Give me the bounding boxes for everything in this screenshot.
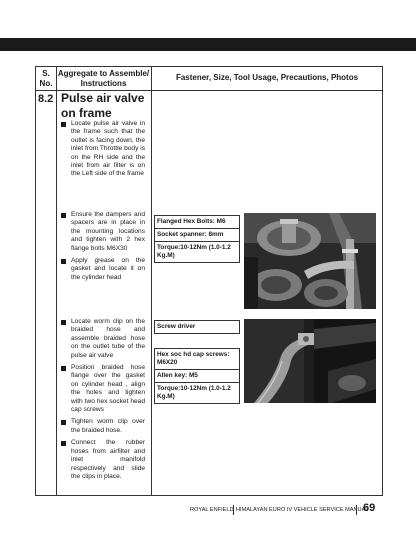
col-divider-2 — [151, 67, 152, 495]
bullet-square — [61, 366, 66, 371]
step-item: Tighten worm clip over the braided hose. — [61, 418, 145, 435]
step-item: Connect the rubber hoses from airfilter and inlet manifold respectively and slide the clips in place. — [61, 439, 145, 481]
tool-spec: Screw driver — [157, 323, 196, 330]
torque-spec: Torque:10-12Nm (1.0-1.2 Kg.M) — [155, 382, 239, 403]
bullet-square — [61, 213, 66, 218]
step-item: Locate pulse air valve in the frame such that the outlet is facing down, the inlet from Throttle body is on the RH side and the inlet from air filter is on the Left side of the frame — [61, 120, 145, 179]
bullet-square — [61, 320, 66, 325]
fastener-spec: Flanged Hex Bolts: M6 — [157, 218, 226, 225]
pulse-air-valve-photo — [244, 213, 376, 309]
tool-spec: Allen key: M5 — [155, 369, 239, 382]
fastener-spec: Hex soc hd cap screws: M6X20 — [157, 351, 230, 366]
header-fasteners: Fastener, Size, Tool Usage, Precautions, Photos — [175, 73, 359, 82]
torque-spec: Torque:10-12Nm (1.0-1.2 Kg.M) — [155, 241, 239, 262]
tool-box-2 — [154, 320, 240, 334]
section-title: Pulse air valve on frame — [61, 91, 145, 120]
instruction-table — [35, 66, 383, 496]
step-item: Ensure the dampers and spacers are in place in the mounting locations and tighten with 2 hex flange bolts M6X30 — [61, 211, 145, 253]
section-number: 8.2 — [38, 93, 54, 105]
step-item: Position braided hose flange over the gasket on cylinder head , align the holes and tighten with two hex socket head cap screws — [61, 364, 145, 414]
top-band — [0, 38, 416, 51]
tool-spec: Socket spanner: 8mm — [155, 228, 239, 241]
bullet-square — [61, 122, 66, 127]
bullet-square — [61, 441, 66, 446]
fastener-box-3 — [154, 348, 240, 404]
step-item: Apply grease on the gasket and locate it on the cylinder head — [61, 257, 145, 282]
steps-group-2 — [61, 211, 145, 286]
header-instructions: Aggregate to Assemble/ Instructions — [57, 69, 150, 88]
braided-hose-photo — [244, 319, 376, 403]
steps-group-3 — [61, 318, 145, 485]
fastener-box-1 — [154, 215, 240, 263]
bullet-square — [61, 420, 66, 425]
footer-separator — [356, 505, 357, 515]
step-item: Locate worm clip on the braided hose and assemble braided hose on the outlet tube of the pulse air valve — [61, 318, 145, 360]
footer-separator — [233, 505, 234, 515]
header-sno: S. No. — [39, 69, 53, 88]
col-divider-1 — [56, 67, 57, 495]
footer-manual-title: HIMALAYAN EURO IV VEHICLE SERVICE MANUAL — [236, 507, 369, 513]
footer-brand: ROYAL ENFIELD — [190, 507, 234, 513]
bullet-square — [61, 259, 66, 264]
steps-group-1 — [61, 120, 145, 183]
page-number: 69 — [363, 502, 376, 514]
